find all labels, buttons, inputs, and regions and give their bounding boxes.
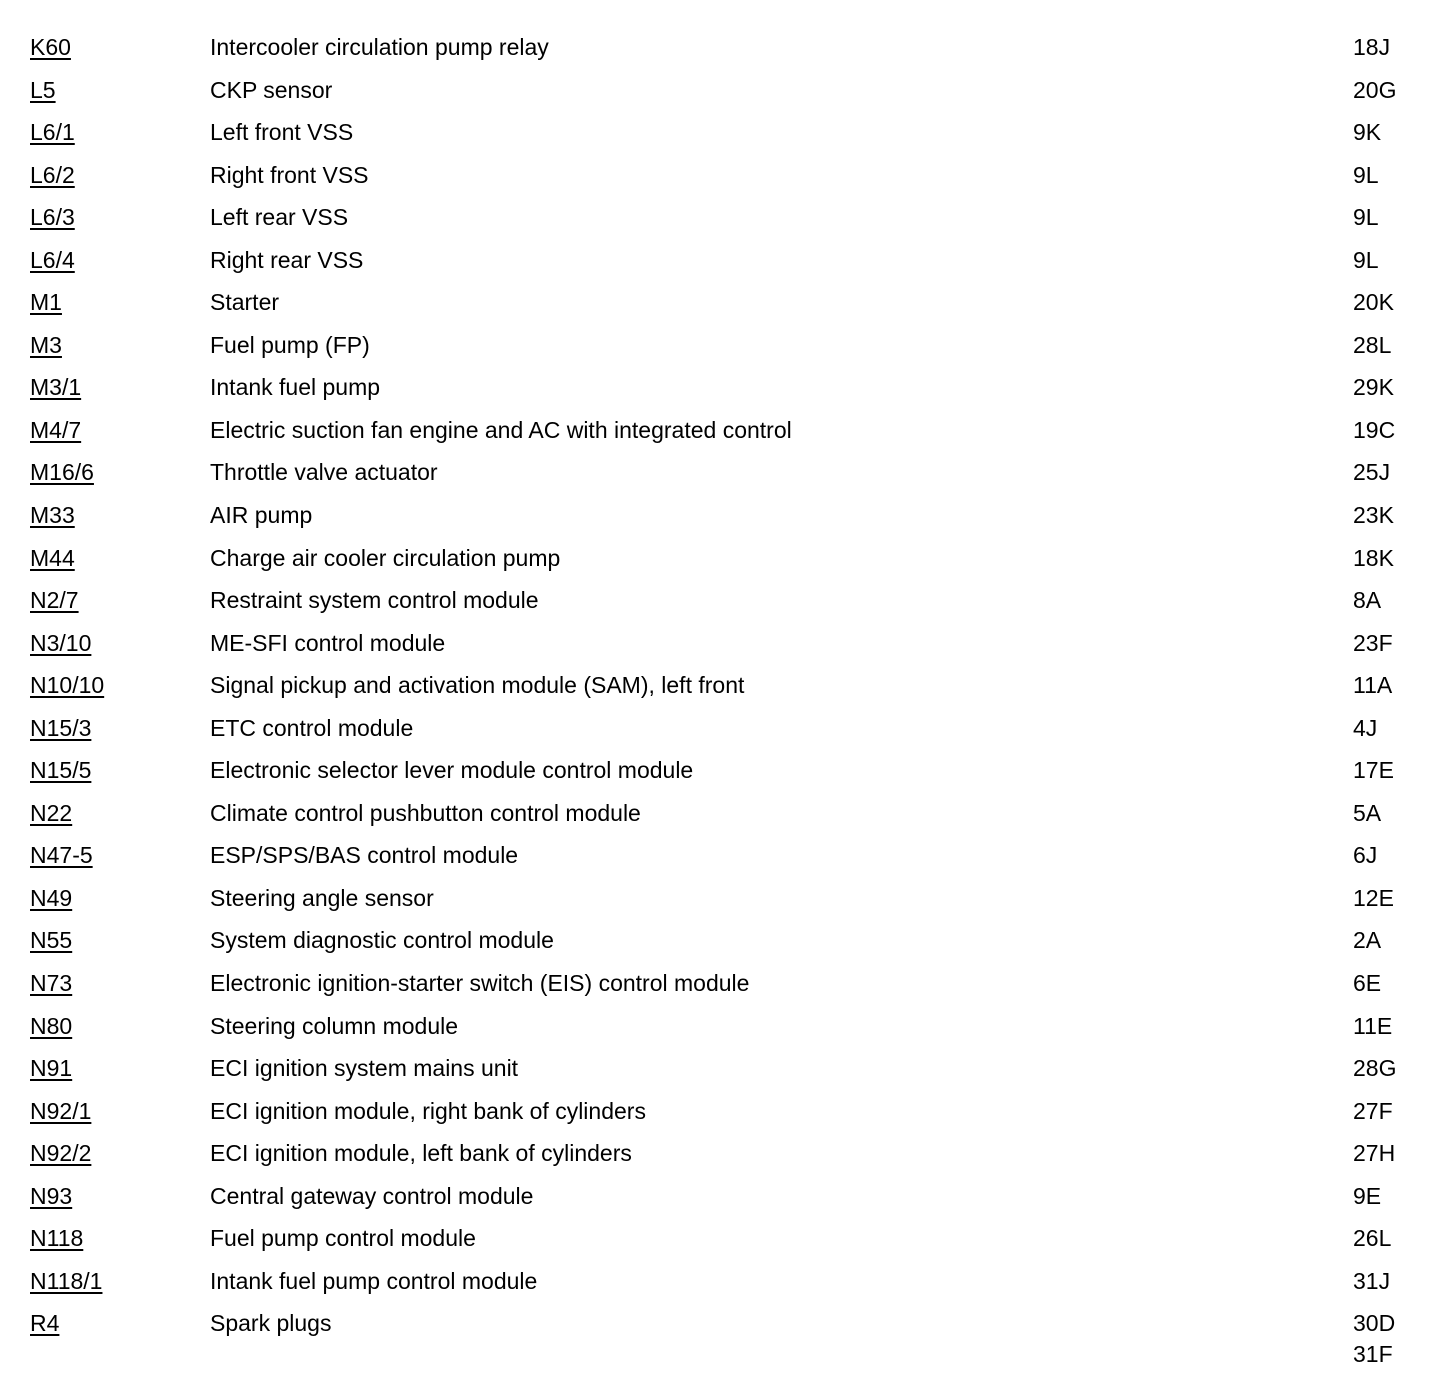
component-description: Spark plugs — [210, 1310, 332, 1337]
grid-location — [1353, 1090, 1393, 1128]
component-legend-table — [30, 26, 1430, 1368]
component-code-link[interactable]: M3 — [30, 331, 62, 358]
legend-row — [30, 1217, 1430, 1260]
grid-location — [1353, 537, 1394, 575]
grid-location-value: 20K — [1353, 289, 1394, 316]
legend-row — [30, 111, 1430, 154]
legend-row — [30, 749, 1430, 792]
grid-location — [1353, 366, 1394, 404]
legend-row — [30, 281, 1430, 324]
grid-location-value: 29K — [1353, 374, 1394, 401]
component-description: Central gateway control module — [210, 1182, 534, 1209]
grid-location-value: 25J — [1353, 459, 1391, 486]
component-description: Electric suction fan engine and AC with integrated control — [210, 416, 792, 443]
grid-location — [1353, 239, 1379, 277]
component-description: Fuel pump control module — [210, 1225, 476, 1252]
legend-row — [30, 494, 1430, 537]
legend-row — [30, 834, 1430, 877]
legend-row — [30, 1132, 1430, 1175]
component-description: Charge air cooler circulation pump — [210, 544, 561, 571]
legend-row — [30, 1260, 1430, 1303]
legend-row — [30, 26, 1430, 69]
component-description: ETC control module — [210, 714, 414, 741]
component-code-link[interactable]: L5 — [30, 76, 56, 103]
grid-location-value: 20G — [1353, 76, 1397, 103]
legend-row — [30, 366, 1430, 409]
grid-location-value: 11A — [1353, 672, 1393, 699]
component-code-link[interactable]: L6/1 — [30, 119, 75, 146]
component-description: Climate control pushbutton control module — [210, 799, 641, 826]
component-description: AIR pump — [210, 502, 313, 529]
grid-location-value: 17E — [1353, 757, 1394, 784]
grid-location — [1353, 834, 1377, 872]
legend-row — [30, 579, 1430, 622]
legend-row — [30, 1090, 1430, 1133]
grid-location-value: 8A — [1353, 587, 1382, 614]
component-code-link[interactable]: N22 — [30, 799, 73, 826]
component-description: Right rear VSS — [210, 246, 364, 273]
grid-location — [1353, 494, 1394, 532]
component-code-link[interactable]: L6/4 — [30, 246, 75, 273]
grid-location — [1353, 1175, 1381, 1213]
grid-location — [1353, 579, 1381, 617]
grid-location-value: 9L — [1353, 246, 1379, 273]
grid-location — [1353, 749, 1394, 787]
legend-row — [30, 1047, 1430, 1090]
component-code-link[interactable]: K60 — [30, 34, 71, 60]
grid-location-value: 18J — [1353, 34, 1391, 60]
grid-location-value: 28G — [1353, 1055, 1397, 1082]
component-code-link[interactable]: M4/7 — [30, 416, 82, 443]
grid-location-value: 23F — [1353, 629, 1393, 656]
grid-location — [1353, 1260, 1390, 1298]
component-code-link[interactable]: N73 — [30, 970, 73, 997]
component-description: Restraint system control module — [210, 587, 539, 614]
legend-row — [30, 69, 1430, 112]
grid-location-value: 18K — [1353, 544, 1394, 571]
component-code-link[interactable]: L6/2 — [30, 161, 75, 188]
grid-location — [1353, 664, 1392, 702]
legend-row — [30, 239, 1430, 282]
grid-location — [1353, 196, 1379, 234]
grid-location — [1353, 111, 1381, 149]
grid-location-value: 27H — [1353, 1140, 1396, 1167]
grid-location-value: 31F — [1353, 1341, 1393, 1368]
grid-location-value: 2A — [1353, 927, 1382, 954]
component-description: ECI ignition system mains unit — [210, 1055, 519, 1082]
grid-location — [1353, 877, 1394, 915]
component-description: CKP sensor — [210, 76, 333, 103]
component-description: Intercooler circulation pump relay — [210, 34, 549, 60]
component-code-link[interactable]: N118 — [30, 1225, 84, 1252]
component-description: Fuel pump (FP) — [210, 331, 370, 358]
component-description: Intank fuel pump — [210, 374, 381, 401]
component-description: ME-SFI control module — [210, 629, 446, 656]
legend-row — [30, 451, 1430, 494]
grid-location — [1353, 324, 1391, 362]
component-description: Intank fuel pump control module — [210, 1267, 538, 1294]
legend-row — [30, 962, 1430, 1005]
component-code-link[interactable]: M3/1 — [30, 374, 82, 401]
legend-row — [30, 877, 1430, 920]
component-description: Steering angle sensor — [210, 884, 434, 911]
component-code-link[interactable]: N93 — [30, 1182, 73, 1209]
grid-location-value: 31J — [1353, 1267, 1391, 1294]
grid-location-value: 11E — [1353, 1012, 1393, 1039]
grid-location-value: 6J — [1353, 842, 1378, 869]
component-code-link[interactable]: R4 — [30, 1310, 60, 1337]
grid-location — [1353, 154, 1379, 192]
legend-row — [30, 1175, 1430, 1218]
grid-location — [1353, 1217, 1391, 1255]
legend-row — [30, 324, 1430, 367]
component-code-link[interactable]: N47-5 — [30, 842, 93, 869]
component-code-link[interactable]: M16/6 — [30, 459, 94, 486]
component-description: Starter — [210, 289, 280, 316]
component-description: ESP/SPS/BAS control module — [210, 842, 519, 869]
component-code-link[interactable]: N92/1 — [30, 1097, 92, 1124]
component-description: Throttle valve actuator — [210, 459, 438, 486]
grid-location-value: 19C — [1353, 416, 1396, 443]
component-code-link[interactable]: N55 — [30, 927, 73, 954]
component-description: Left rear VSS — [210, 204, 349, 231]
component-description: ECI ignition module, right bank of cylinders — [210, 1097, 646, 1124]
grid-location-value: 26L — [1353, 1225, 1392, 1252]
grid-location — [1353, 622, 1393, 660]
grid-location — [1353, 1047, 1396, 1085]
grid-location-value: 28L — [1353, 331, 1392, 358]
grid-location — [1353, 1132, 1395, 1170]
legend-row — [30, 707, 1430, 750]
component-code-link[interactable]: N118/1 — [30, 1267, 103, 1294]
legend-row — [30, 622, 1430, 665]
grid-location — [1353, 451, 1390, 489]
grid-location — [1353, 962, 1381, 1000]
component-description: Signal pickup and activation module (SAM), left front — [210, 672, 745, 699]
legend-row — [30, 409, 1430, 452]
grid-location — [1353, 26, 1390, 64]
component-code-link[interactable]: N2/7 — [30, 587, 79, 614]
component-description: System diagnostic control module — [210, 927, 554, 954]
component-description: Left front VSS — [210, 119, 354, 146]
grid-location — [1353, 281, 1394, 319]
grid-location-value: 5A — [1353, 799, 1382, 826]
component-code-link[interactable]: N49 — [30, 884, 73, 911]
grid-location — [1353, 69, 1396, 107]
component-code-link[interactable]: N92/2 — [30, 1140, 92, 1167]
legend-row — [30, 664, 1430, 707]
grid-location-value: 9K — [1353, 119, 1382, 146]
grid-location-value: 4J — [1353, 714, 1378, 741]
component-code-link[interactable]: N91 — [30, 1055, 73, 1082]
component-code-link[interactable]: N15/5 — [30, 757, 92, 784]
grid-location — [1353, 1005, 1392, 1043]
component-code-link[interactable]: N3/10 — [30, 629, 92, 656]
component-code-link[interactable]: N15/3 — [30, 714, 92, 741]
grid-location — [1353, 1302, 1395, 1368]
component-description: Steering column module — [210, 1012, 459, 1039]
legend-row — [30, 537, 1430, 580]
grid-location — [1353, 792, 1381, 830]
grid-location-value: 12E — [1353, 884, 1394, 911]
grid-location — [1353, 919, 1381, 957]
component-description: ECI ignition module, left bank of cylinders — [210, 1140, 632, 1167]
component-code-link[interactable]: N10/10 — [30, 672, 105, 699]
component-code-link[interactable]: M44 — [30, 544, 75, 571]
legend-row — [30, 196, 1430, 239]
component-description: Electronic ignition-starter switch (EIS) control module — [210, 970, 750, 997]
legend-row — [30, 792, 1430, 835]
component-code-link[interactable]: M33 — [30, 502, 75, 529]
legend-row — [30, 1005, 1430, 1048]
grid-location-value: 23K — [1353, 502, 1394, 529]
grid-location-value: 27F — [1353, 1097, 1393, 1124]
grid-location-value: 9L — [1353, 161, 1379, 188]
grid-location-value: 9L — [1353, 204, 1379, 231]
grid-location — [1353, 707, 1377, 745]
component-description: Electronic selector lever module control module — [210, 757, 694, 784]
legend-row — [30, 1302, 1430, 1368]
component-code-link[interactable]: M1 — [30, 289, 62, 316]
legend-row — [30, 919, 1430, 962]
component-code-link[interactable]: L6/3 — [30, 204, 75, 231]
grid-location — [1353, 409, 1395, 447]
grid-location-value: 30D — [1353, 1310, 1396, 1337]
component-description: Right front VSS — [210, 161, 369, 188]
grid-location-value: 6E — [1353, 970, 1382, 997]
component-code-link[interactable]: N80 — [30, 1012, 73, 1039]
legend-row — [30, 154, 1430, 197]
grid-location-value: 9E — [1353, 1182, 1382, 1209]
